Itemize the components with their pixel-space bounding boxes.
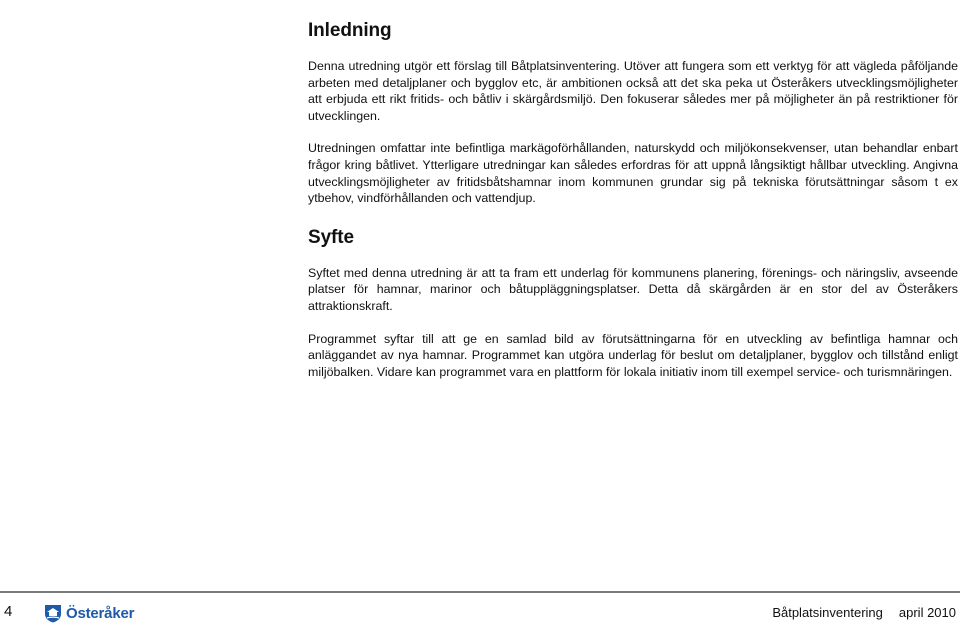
section-heading-syfte: Syfte (308, 226, 354, 248)
paragraph: Syftet med denna utredning är att ta fram ett underlag för kommunens planering, förenings- och näringsliv, avseende platser för hamnar, marinor och båtuppläggningsplatser. Detta då skärgården är en stor del av Österåkers attraktionskraft. (308, 265, 958, 313)
section-heading-inledning: Inledning (308, 20, 392, 41)
document-title: Båtplatsinventering (772, 605, 883, 620)
document-date: april 2010 (898, 605, 956, 620)
page-number: 4 (4, 603, 13, 620)
main-content (308, 18, 958, 380)
footer-divider (0, 591, 960, 593)
paragraph: Denna utredning utgör ett förslag till Båtplatsinventering. Utöver att fungera som ett verktyg för att vägleda påföljande arbeten med detaljplaner och bygglov etc, är ambitionen också att det ska peka ut Österåkers utvecklingsmöjligheter att erbjuda ett rikt fritids- och båtliv i skärgårdsmiljö. Den fokuserar således mer på möjligheter än på restriktioner för utvecklingen. (308, 59, 958, 123)
paragraph: Utredningen omfattar inte befintliga markägoförhållanden, naturskydd och miljökonsekvenser, utan behandlar enbart frågor kring båtlivet. Ytterligare utredningar kan således erfordras för att uppnå långsiktigt hållbar utveckling. Angivna utvecklingsmöjligheter av fritidsbåtshamnar inom kommunen grundar sig på tekniska förutsättningar såsom t ex ytbehov, vindförhållanden och vattendjup. (308, 141, 958, 206)
logo-text: Österåker (66, 605, 135, 622)
osteraker-logo (44, 604, 134, 623)
paragraph: Programmet syftar till att ge en samlad bild av förutsättningarna för en utveckling av befintliga hamnar och anläggandet av nya hamnar. Programmet kan utgöra underlag för beslut om detaljplaner, bygglov och tillstånd enligt miljöbalken. Vidare kan programmet vara en plattform för lokala initiativ inom till exempel service- och turismnäringen. (308, 331, 958, 379)
footer-info (772, 605, 956, 620)
municipal-shield-icon (44, 604, 62, 623)
